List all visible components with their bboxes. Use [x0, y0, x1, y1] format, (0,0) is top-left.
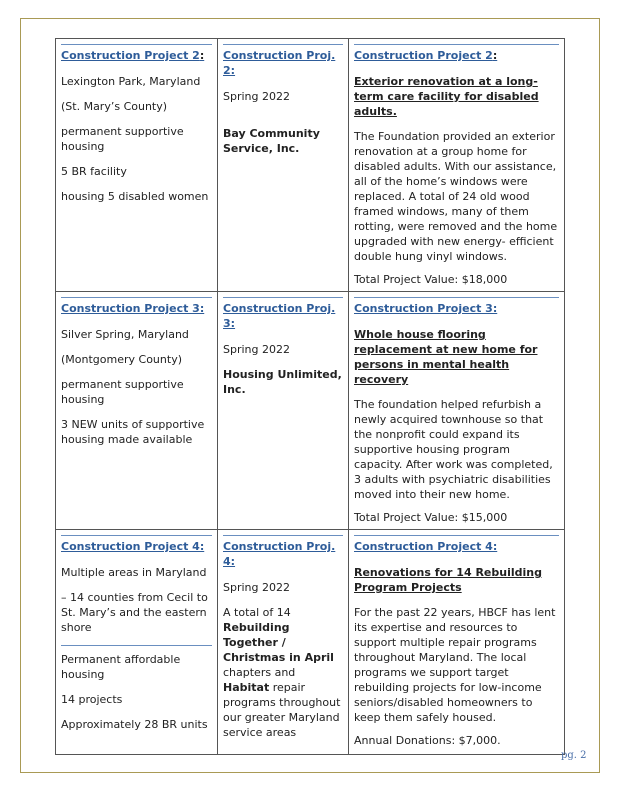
project-header: Construction Project 2: [354, 44, 559, 63]
projects-table [55, 38, 565, 755]
location-line: 14 projects [61, 693, 123, 706]
location-line: Lexington Park, Maryland [61, 75, 201, 88]
location-line: housing 5 disabled women [61, 190, 209, 203]
divider [61, 645, 212, 646]
organization-description: A total of 14 Rebuilding Together / Christmas in April chapters and Habitat repair programs throughout our greater Maryland service areas [223, 606, 341, 739]
location-line: 3 NEW units of supportive housing made available [61, 418, 205, 446]
table-row [56, 39, 565, 292]
detail-cell [349, 530, 565, 755]
project-header: Construction Proj. 2: [223, 44, 343, 78]
organization-cell [218, 39, 349, 292]
location-cell [56, 530, 218, 755]
project-header: Construction Project 3: [354, 297, 559, 316]
location-line: (Montgomery County) [61, 353, 182, 366]
location-line: 5 BR facility [61, 165, 127, 178]
project-title: Exterior renovation at a long-term care facility for disabled adults. [354, 75, 539, 118]
project-value: Total Project Value: $18,000 [354, 273, 508, 286]
project-description: The foundation helped refurbish a newly acquired townhouse so that the nonprofit could expand its supportive housing program capacity. After work was completed, 3 adults with psychiatric disabilities moved into their new home. [354, 398, 553, 501]
detail-cell [349, 292, 565, 530]
location-line: Permanent affordable housing [61, 653, 181, 681]
organization-name: Bay Community Service, Inc. [223, 127, 320, 155]
location-line: Approximately 28 BR units [61, 718, 208, 731]
project-title: Renovations for 14 Rebuilding Program Projects [354, 566, 542, 594]
project-header: Construction Project 4: [354, 535, 559, 554]
project-title: Whole house flooring replacement at new home for persons in mental health recovery [354, 328, 538, 386]
project-value: Annual Donations: $7,000. [354, 734, 501, 747]
detail-cell [349, 39, 565, 292]
organization-name: Housing Unlimited, Inc. [223, 368, 342, 396]
location-line: (St. Mary’s County) [61, 100, 168, 113]
location-cell [56, 292, 218, 530]
table-row [56, 530, 565, 755]
page-number: pg. 2 [561, 750, 587, 761]
project-header: Construction Project 3: [61, 297, 212, 316]
organization-cell [218, 530, 349, 755]
project-date: Spring 2022 [223, 343, 290, 356]
project-header: Construction Proj. 3: [223, 297, 343, 331]
project-header: Construction Project 4: [61, 535, 212, 554]
project-header: Construction Project 2: [61, 44, 212, 63]
location-line: – 14 counties from Cecil to St. Mary’s and the eastern shore [61, 591, 208, 634]
location-line: Silver Spring, Maryland [61, 328, 189, 341]
location-line: permanent supportive housing [61, 378, 184, 406]
project-description: For the past 22 years, HBCF has lent its expertise and resources to support multiple repair programs throughout Maryland. The local programs we support target rebuilding projects for low-income seniors/disabled homeowners to keep them safely housed. [354, 606, 556, 724]
project-header: Construction Proj. 4: [223, 535, 343, 569]
project-value: Total Project Value: $15,000 [354, 511, 508, 524]
project-date: Spring 2022 [223, 90, 290, 103]
organization-cell [218, 292, 349, 530]
project-description: The Foundation provided an exterior renovation at a group home for disabled adults. With our assistance, all of the home’s windows were replaced. A total of 24 old wood framed windows, many of them rotting, were removed and the home upgraded with new energy- efficient double hung vinyl windows. [354, 130, 558, 263]
location-line: Multiple areas in Maryland [61, 566, 207, 579]
location-cell [56, 39, 218, 292]
location-line: permanent supportive housing [61, 125, 184, 153]
table-row [56, 292, 565, 530]
project-date: Spring 2022 [223, 581, 290, 594]
